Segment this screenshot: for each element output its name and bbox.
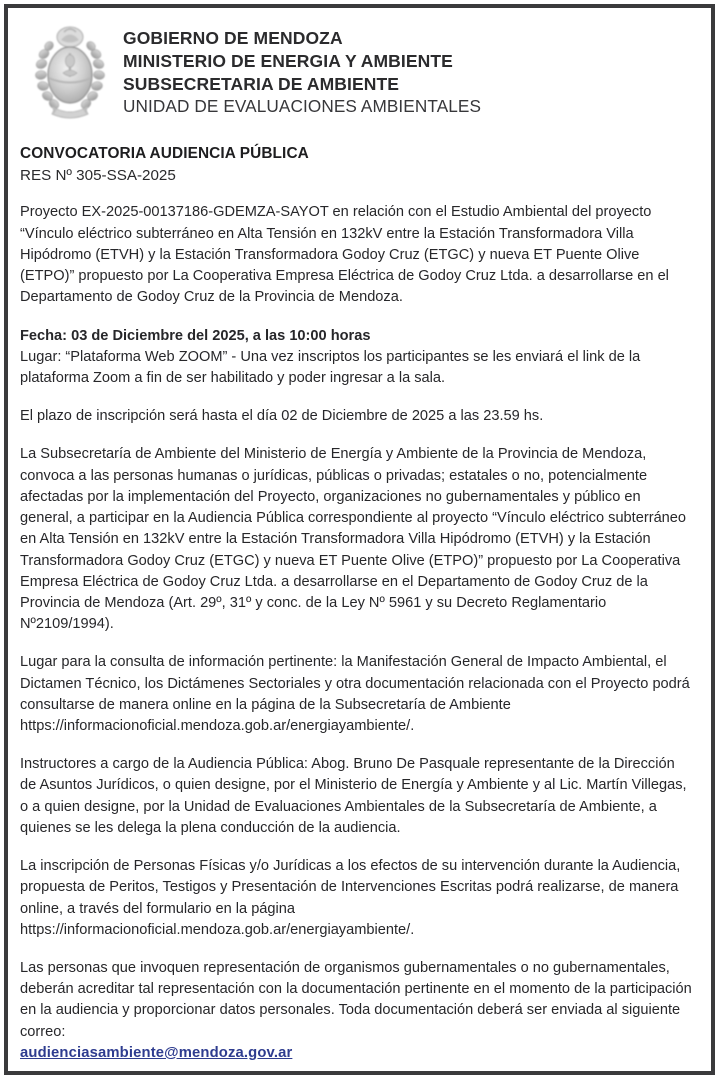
resolution-number: RES Nº 305-SSA-2025 [20,166,176,184]
masthead [19,16,700,128]
paragraph-representation [20,958,692,1064]
paragraph-date-place [20,326,692,390]
document-titles [19,143,700,186]
consultation-text: Lugar para la consulta de información pertinente: la Manifestación General de Impacto Ambiental, el Dictamen Técnico, los Dictámenes Sectoriales y otra documentación relacionada con el Proyecto podrá consultarse de manera online en la página de la Subsecretaría de Ambiente [20,654,690,713]
paragraph-instructors: Instructores a cargo de la Audiencia Pública: Abog. Bruno De Pasquale representante de la Dirección de Asuntos Jurídicos, o quien designe, por el Ministerio de Energía y Ambiente y al Lic. Martín Villegas, o a quien designe, por la Unidad de Evaluaciones Ambientales de la Subsecretaría de Ambiente, a quienes se les delega la plena conducción de la audiencia. [20,756,687,836]
paragraph-convocation: La Subsecretaría de Ambiente del Ministerio de Energía y Ambiente de la Provincia de Mendoza, convoca a las personas humanas o jurídicas, públicas o privadas; estatales o no, potencialmente afectadas por la implementación del Proyecto, organizaciones no gubernamentales y público en general, a participar en la Audiencia Pública correspondiente al proyecto “Vínculo eléctrico subterráneo en Alta Tensión en 132kV entre la Estación Transformadora Villa Hipódromo (ETVH) y la Estación Transformadora Godoy Cruz (ETGC) y nueva ET Puente Olive (ETPO)” propuesto por La Cooperativa Empresa Eléctrica de Godoy Cruz Ltda. a desarrollarse en el Departamento de Godoy Cruz de la Provincia de Mendoza (Art. 29º, 31º y conc. de la Ley Nº 5961 y su Decreto Reglamentario Nº2109/1994). [20,446,687,633]
argentine-coat-of-arms-icon [31,20,109,128]
consultation-url: https://informacionoficial.mendoza.gob.ar/energiayambiente/. [20,718,415,735]
org-line-government: GOBIERNO DE MENDOZA [123,28,343,48]
document-body [19,202,700,1064]
hearing-place: Lugar: “Plataforma Web ZOOM” - Una vez inscriptos los participantes se les enviará el link de la plataforma Zoom a fin de ser habilitado y poder ingresar a la sala. [20,348,641,386]
org-line-unit: UNIDAD DE EVALUACIONES AMBIENTALES [123,96,482,117]
representation-text: Las personas que invoquen representación de organismos gubernamentales o no gubernamentales, deberán acreditar tal representación con la documentación pertinente en el momento de la participación en la audiencia y proporcionar datos personales. Toda documentación deberá ser enviada al siguiente correo: [20,960,692,1040]
paragraph-registration: La inscripción de Personas Físicas y/o Jurídicas a los efectos de su intervención durante la Audiencia, propuesta de Peritos, Testigos y Presentación de Intervenciones Escritas podrá realizarse, de manera online, a través del formulario en la página https://informacionoficial.mendoza.gob.ar/energiayambiente/. [20,858,681,938]
paragraph-deadline: El plazo de inscripción será hasta el día 02 de Diciembre de 2025 a las 23.59 hs. [20,408,544,425]
contact-email-link[interactable]: audienciasambiente@mendoza.gov.ar [20,1044,293,1061]
page-title: CONVOCATORIA AUDIENCIA PÚBLICA [20,145,309,162]
organization-titles [123,20,481,118]
org-line-ministry: MINISTERIO DE ENERGIA Y AMBIENTE [123,50,453,71]
paragraph-project: Proyecto EX-2025-00137186-GDEMZA-SAYOT en relación con el Estudio Ambiental del proyecto “Vínculo eléctrico subterráneo en Alta Tensión en 132kV entre la Estación Transformadora Villa Hipódromo (ETVH) y la Estación Transformadora Godoy Cruz (ETGC) y nueva ET Puente Olive (ETPO)” propuesto por La Cooperativa Empresa Eléctrica de Godoy Cruz Ltda. a desarrollarse en el Departamento de Godoy Cruz de la Provincia de Mendoza. [20,204,669,306]
paragraph-consultation [20,652,692,737]
hearing-date-label: Fecha: 03 de Diciembre del 2025, a las 10:00 horas [20,327,371,344]
org-line-subsecretary: SUBSECRETARIA DE AMBIENTE [123,73,400,94]
document-frame [4,4,715,1075]
